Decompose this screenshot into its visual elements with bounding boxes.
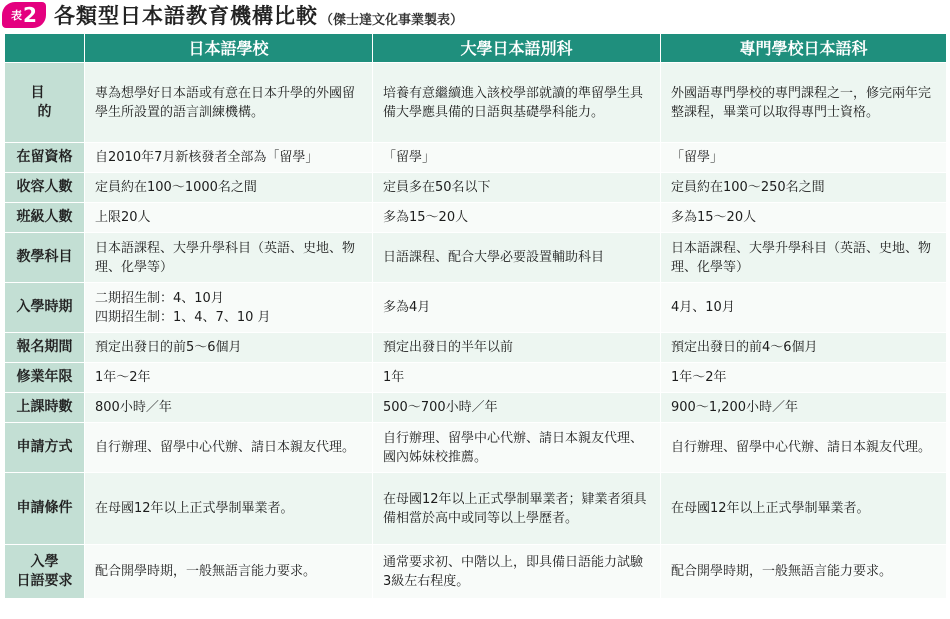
row-label-application-period: 報名期間: [5, 333, 85, 363]
table-row: [5, 233, 947, 283]
table-cell: 1年: [373, 363, 661, 393]
table-row: [5, 283, 947, 333]
table-cell: 多為15～20人: [661, 203, 947, 233]
table-cell: 多為15～20人: [373, 203, 661, 233]
table-cell: 外國語專門學校的專門課程之一，修完兩年完整課程，畢業可以取得專門士資格。: [661, 63, 947, 143]
table-row: [5, 143, 947, 173]
table-row: [5, 363, 947, 393]
badge-number: 2: [23, 3, 37, 27]
row-label-residence-status: 在留資格: [5, 143, 85, 173]
column-header-university-bekka: 大學日本語別科: [373, 34, 661, 63]
table-cell: 專為想學好日本語或有意在日本升學的外國留學生所設置的語言訓練機構。: [85, 63, 373, 143]
table-cell: 通常要求初、中階以上，即具備日語能力試驗3級左右程度。: [373, 545, 661, 599]
table-row: [5, 473, 947, 545]
table-cell: 在母國12年以上正式學制畢業者。: [85, 473, 373, 545]
row-label-capacity: 收容人數: [5, 173, 85, 203]
header-corner: [5, 34, 85, 63]
comparison-table: [4, 33, 947, 599]
row-label-enrollment-period: 入學時期: [5, 283, 85, 333]
table-cell: 「留學」: [373, 143, 661, 173]
table-number-badge: [2, 2, 46, 28]
table-cell: 自行辦理、留學中心代辦、請日本親友代理。: [85, 423, 373, 473]
table-cell: 1年～2年: [661, 363, 947, 393]
cell-line: 四期招生制：1、4、7、10 月: [95, 309, 271, 325]
table-cell: 自行辦理、留學中心代辦、請日本親友代理、國內姊妹校推薦。: [373, 423, 661, 473]
column-header-japanese-school: 日本語學校: [85, 34, 373, 63]
table-cell: 在母國12年以上正式學制畢業者。: [661, 473, 947, 545]
cell-line: 二期招生制：4、10月: [95, 290, 224, 306]
row-label-application-method: 申請方式: [5, 423, 85, 473]
table-cell: 多為4月: [373, 283, 661, 333]
row-label-requirements: 申請條件: [5, 473, 85, 545]
table-cell: 日本語課程、大學升學科目（英語、史地、物理、化學等）: [661, 233, 947, 283]
table-row: [5, 203, 947, 233]
table-cell: 800小時／年: [85, 393, 373, 423]
table-row: [5, 173, 947, 203]
table-cell: [85, 283, 373, 333]
table-cell: 1年～2年: [85, 363, 373, 393]
page-subtitle: （傑士達文化事業製表）: [320, 12, 464, 28]
table-cell: 定員約在100～250名之間: [661, 173, 947, 203]
table-cell: 配合開學時期，一般無語言能力要求。: [85, 545, 373, 599]
column-header-vocational-school: 專門學校日本語科: [661, 34, 947, 63]
table-row: [5, 423, 947, 473]
table-cell: 500～700小時／年: [373, 393, 661, 423]
table-header-row: [5, 34, 947, 63]
table-cell: 預定出發日的前4～6個月: [661, 333, 947, 363]
table-cell: 預定出發日的前5～6個月: [85, 333, 373, 363]
row-label-line: 入學: [30, 553, 59, 570]
row-label-study-duration: 修業年限: [5, 363, 85, 393]
row-label-class-size: 班級人數: [5, 203, 85, 233]
row-label-language-requirement: [5, 545, 85, 599]
table-cell: 自行辦理、留學中心代辦、請日本親友代理。: [661, 423, 947, 473]
table-cell: 「留學」: [661, 143, 947, 173]
table-row: [5, 333, 947, 363]
row-label-subjects: 教學科目: [5, 233, 85, 283]
row-label-line: 日語要求: [16, 572, 73, 589]
table-row: [5, 393, 947, 423]
table-cell: 定員約在100～1000名之間: [85, 173, 373, 203]
table-cell: 上限20人: [85, 203, 373, 233]
table-cell: 900～1,200小時／年: [661, 393, 947, 423]
table-cell: 4月、10月: [661, 283, 947, 333]
table-cell: 預定出發日的半年以前: [373, 333, 661, 363]
table-row: [5, 63, 947, 143]
table-cell: 培養有意繼續進入該校學部就讀的準留學生具備大學應具備的日語與基礎學科能力。: [373, 63, 661, 143]
table-cell: 日語課程、配合大學必要設置輔助科目: [373, 233, 661, 283]
table-title-bar: [0, 0, 950, 30]
badge-prefix: 表: [11, 9, 23, 22]
table-cell: 自2010年7月新核發者全部為「留學」: [85, 143, 373, 173]
table-cell: 日本語課程、大學升學科目（英語、史地、物理、化學等）: [85, 233, 373, 283]
page-title: 各類型日本語教育機構比較: [54, 4, 318, 28]
row-label-class-hours: 上課時數: [5, 393, 85, 423]
row-label-purpose: 目 的: [5, 63, 85, 143]
table-row: [5, 545, 947, 599]
table-cell: 定員多在50名以下: [373, 173, 661, 203]
table-cell: 在母國12年以上正式學制畢業者；肄業者須具備相當於高中或同等以上學歷者。: [373, 473, 661, 545]
table-cell: 配合開學時期，一般無語言能力要求。: [661, 545, 947, 599]
